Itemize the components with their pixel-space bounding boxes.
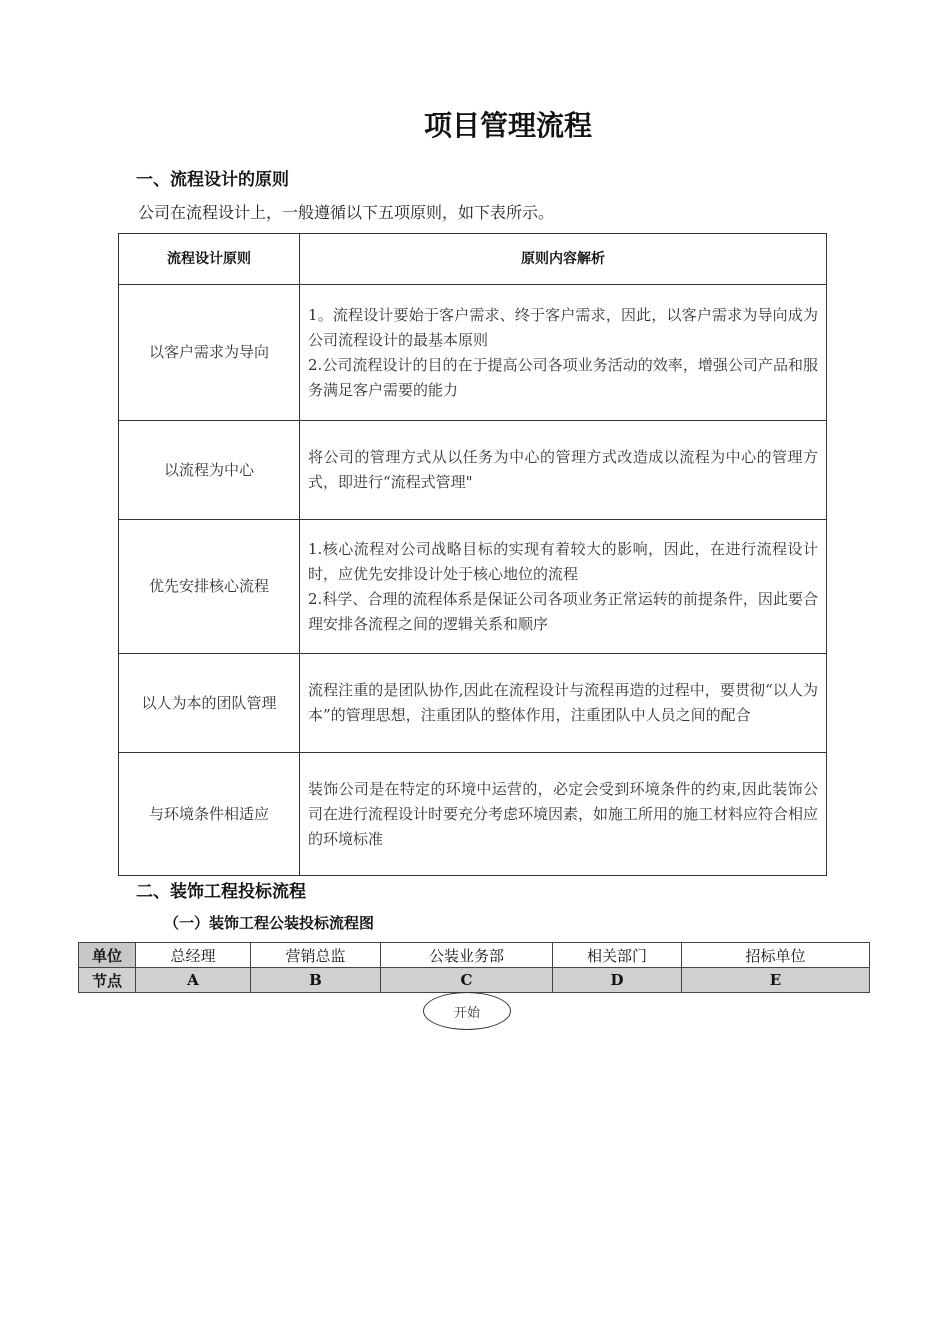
unit-cell: 相关部门 bbox=[553, 943, 682, 968]
unit-cell: 营销总监 bbox=[251, 943, 381, 968]
desc-line: 2.科学、合理的流程体系是保证公司各项业务正常运转的前提条件，因此要合理安排各流程之间的逻辑关系和顺序 bbox=[308, 589, 818, 633]
flow-start-node bbox=[423, 992, 511, 1030]
unit-label: 单位 bbox=[79, 943, 136, 968]
principles-header-row bbox=[119, 234, 827, 285]
unit-row bbox=[79, 943, 870, 968]
start-label: 开始 bbox=[453, 1005, 480, 1021]
section1-heading: 一、流程设计的原则 bbox=[136, 170, 289, 190]
node-row bbox=[79, 968, 870, 993]
principle-name: 以客户需求为导向 bbox=[119, 285, 300, 421]
table-row bbox=[119, 421, 827, 520]
node-cell: C bbox=[381, 968, 553, 993]
desc-line: 将公司的管理方式从以任务为中心的管理方式改造成以流程为中心的管理方式，即进行“流程式管理" bbox=[308, 448, 818, 491]
principle-desc bbox=[300, 654, 827, 753]
node-label: 节点 bbox=[79, 968, 136, 993]
node-cell: D bbox=[553, 968, 682, 993]
page-title: 项目管理流程 bbox=[423, 109, 592, 142]
section1-intro: 公司在流程设计上，一般遵循以下五项原则，如下表所示。 bbox=[138, 203, 555, 222]
principle-desc bbox=[300, 520, 827, 654]
principle-desc bbox=[300, 753, 827, 876]
header-principle: 流程设计原则 bbox=[119, 234, 300, 285]
principle-name: 以流程为中心 bbox=[119, 421, 300, 520]
table-row bbox=[119, 285, 827, 421]
node-cell: A bbox=[136, 968, 251, 993]
node-cell: E bbox=[682, 968, 870, 993]
table-row bbox=[119, 520, 827, 654]
principle-desc bbox=[300, 421, 827, 520]
unit-cell: 招标单位 bbox=[682, 943, 870, 968]
section2-heading: 二、装饰工程投标流程 bbox=[136, 882, 306, 902]
header-analysis: 原则内容解析 bbox=[300, 234, 827, 285]
principle-name: 优先安排核心流程 bbox=[119, 520, 300, 654]
principle-name: 与环境条件相适应 bbox=[119, 753, 300, 876]
desc-line: 装饰公司是在特定的环境中运营的，必定会受到环境条件的约束,因此装饰公司在进行流程设计时要充分考虑环境因素，如施工所用的施工材料应符合相应的环境标准 bbox=[308, 779, 819, 848]
node-cell: B bbox=[251, 968, 381, 993]
desc-line: 1。流程设计要始于客户需求、终于客户需求，因此，以客户需求为导向成为公司流程设计的最基本原则 bbox=[308, 305, 818, 349]
desc-line: 2.公司流程设计的目的在于提高公司各项业务活动的效率，增强公司产品和服务满足客户需要的能力 bbox=[308, 355, 818, 399]
principles-table bbox=[118, 233, 827, 876]
section2-subheading: （一）装饰工程公装投标流程图 bbox=[164, 914, 375, 932]
unit-cell: 公装业务部 bbox=[381, 943, 553, 968]
unit-cell: 总经理 bbox=[136, 943, 251, 968]
desc-line: 1.核心流程对公司战略目标的实现有着较大的影响，因此，在进行流程设计时，应优先安排设计处于核心地位的流程 bbox=[308, 539, 818, 583]
table-row bbox=[119, 654, 827, 753]
flow-header-table bbox=[78, 942, 870, 993]
principle-name: 以人为本的团队管理 bbox=[119, 654, 300, 753]
table-row bbox=[119, 753, 827, 876]
principle-desc bbox=[300, 285, 827, 421]
desc-line: 流程注重的是团队协作,因此在流程设计与流程再造的过程中，要贯彻“以人为本”的管理思想，注重团队的整体作用，注重团队中人员之间的配合 bbox=[308, 681, 818, 724]
